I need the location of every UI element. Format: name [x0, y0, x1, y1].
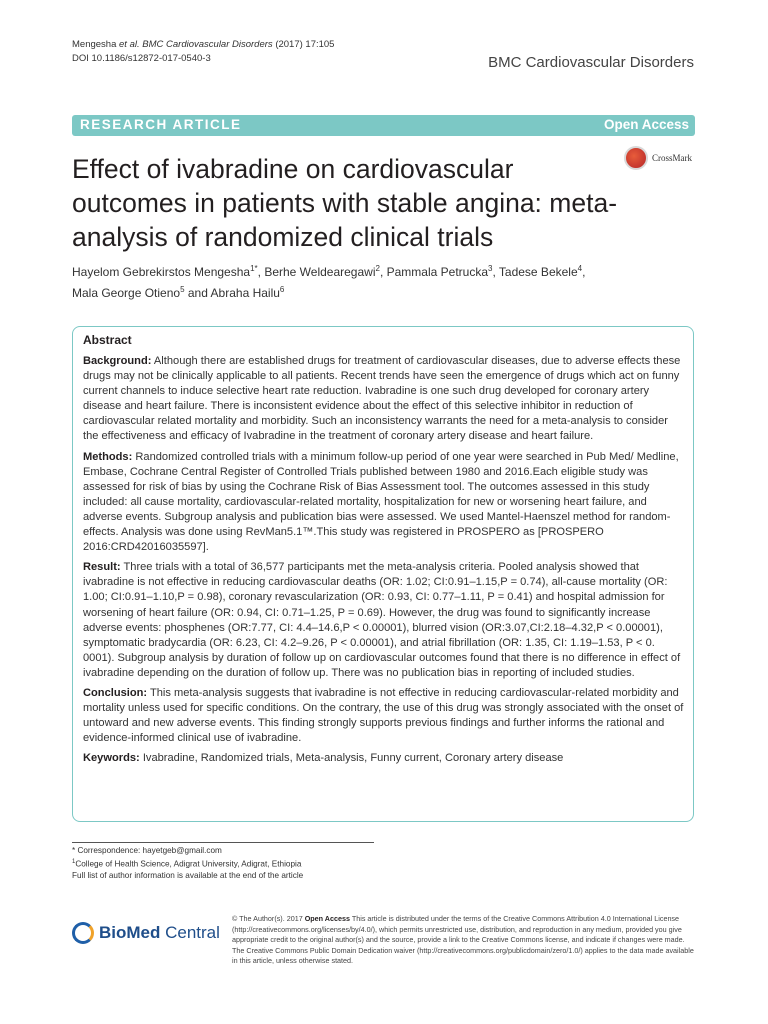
publisher-name-bold: BioMed	[99, 923, 161, 942]
doi[interactable]: DOI 10.1186/s12872-017-0540-3	[72, 53, 211, 64]
section-label: Result:	[83, 561, 121, 574]
affiliation-marker: 1	[72, 858, 76, 865]
section-label: Keywords:	[83, 752, 140, 765]
publisher-name	[99, 923, 220, 943]
license-statement	[232, 914, 694, 967]
author-list: Hayelom Gebrekirstos Mengesha$^{1*}$, Berhe Weldearegawi$^2$, Pammala Petrucka$^3$, Tadese Bekele$^4$, Mala George Otieno$^5$ and Abraha Hailu$^6$	[72, 264, 586, 300]
author-affiliation-marker: 6	[279, 285, 285, 294]
author-name: Tadese Bekele	[498, 265, 578, 279]
abstract-conclusion	[83, 686, 685, 746]
author-name: Hayelom Gebrekirstos Mengesha	[72, 265, 251, 279]
publisher-name-rest: Central	[160, 923, 220, 942]
abstract-heading: Abstract	[83, 333, 132, 347]
author-affiliation-marker: 1*	[250, 264, 258, 273]
citation-authors: Mengesha	[72, 39, 117, 50]
affiliation-text: College of Health Science, Adigrat University, Adigrat, Ethiopia	[75, 859, 302, 869]
abstract-result	[83, 560, 685, 681]
author-name: Berhe Weldearegawi	[264, 265, 376, 279]
author-affiliation-marker: 5	[180, 285, 185, 294]
biomed-central-logo[interactable]	[72, 920, 222, 950]
section-text: Three trials with a total of 36,577 participants met the meta-analysis criteria. Pooled analysis showed that ivabradine is not effective in reducing cardiovascular deaths (OR: 1.02; CI:0.91–1.15,P = 0.74), all-cause mortality (OR: 1.00; CI:0.91–1.10,P = 0.98), coronary revascularization (OR: 0.93, CI: 0.77–1.11, P = 0.41) and hospital admission for worsening of heart failure (OR: 0.94, CI: 0.71–1.25, P = 0.69). However, the drug was found to significantly increase adverse events: phosphenes (OR:7.77, CI: 4.4–14.6,P < 0.00001), blurred vision (OR:3.07,CI:2.18–4.32,P < 0.00001), symptomatic bradycardia (OR: 6.23, CI: 4.2–9.26, P < 0.00001), and atrial fibrillation (OR: 1.35, CI: 1.19–1.53, P < 0. 0001). Subgroup analysis by duration of follow up on cardiovascular outcomes found that there is no difference in effect of ivabradine depending on the duration of follow up. There was no publication bias in reporting of included studies.	[83, 561, 681, 679]
journal-name: BMC Cardiovascular Disorders	[488, 54, 694, 71]
article-title: Effect of ivabradine on cardiovascular outcomes in patients with stable angina: meta-analysis of randomized clinical trials	[72, 154, 618, 252]
full-list-note: Full list of author information is available at the end of the article	[72, 870, 304, 880]
license-text: This article is distributed under the terms of the Creative Commons Attribution 4.0 International License (http://creativecommons.org/licenses/by/4.0/), which permits unrestricted use, distribution, and reproduction in any medium, provided you give appropriate credit to the original author(s) and the source, provide a link to the Creative Commons license, and indicate if changes were made. The Creative Commons Public Domain Dedication waiver (http://creativecommons.org/publicdomain/zero/1.0/) applies to the data made available in this article, unless otherwise stated.	[232, 914, 694, 965]
author-affiliation-marker: 3	[488, 264, 493, 273]
abstract-body	[83, 354, 685, 771]
section-label: Background:	[83, 355, 152, 367]
citation-year-volume: (2017) 17:105	[275, 39, 335, 50]
license-prefix: © The Author(s). 2017	[232, 914, 305, 923]
crossmark-badge[interactable]	[624, 146, 700, 174]
author-name: Abraha Hailu	[210, 286, 280, 300]
correspondence-email[interactable]: * Correspondence: hayetgeb@gmail.com	[72, 846, 222, 855]
license-open-access: Open Access	[304, 914, 350, 923]
author-affiliation-marker: 2	[375, 264, 380, 273]
footnotes	[72, 845, 303, 881]
abstract-methods	[83, 450, 685, 556]
open-access-label: Open Access	[603, 117, 689, 132]
article-type-banner	[72, 115, 695, 136]
citation-header	[72, 38, 334, 66]
section-text: Although there are established drugs for treatment of cardiovascular diseases, due to adverse effects these drugs may not be clinically applicable to all patients. Recent trends have seen the emergence of drugs which act on funny current channels to induce selective heart rate reduction. Ivabradine is one such drug developed for coronary artery disease and heart failure. There is inconsistent evidence about the effect of this selective inhibitor in reduction of cardiovascular related mortality and morbidity. Such an inconsistency warrants the need for a meta-analysis to consider the effectiveness and efficacy of Ivabradine in the treatment of coronary artery disease and heart failure.	[83, 355, 681, 443]
citation-etal: et al.	[119, 39, 140, 50]
section-text: Ivabradine, Randomized trials, Meta-analysis, Funny current, Coronary artery disease	[142, 752, 564, 765]
section-text: This meta-analysis suggests that ivabradine is not effective in reducing cardiovascular-related morbidity and mortality unless used for specific conditions. On the contrary, the use of this drug was strongly associated with the onset of untoward and new adverse events. This finding strongly supports previous findings and further informs the rational and evidence-informed clinical use of ivabradine.	[83, 686, 684, 745]
section-label: Conclusion:	[83, 686, 148, 699]
biomed-central-logo-icon	[72, 922, 94, 944]
citation-journal: BMC Cardiovascular Disorders	[142, 39, 273, 50]
article-type-label: RESEARCH ARTICLE	[80, 117, 242, 132]
abstract-box	[72, 326, 694, 822]
section-text: Randomized controlled trials with a minimum follow-up period of one year were searched in Pub Med/ Medline, Embase, Cochrane Central Register of Controlled Trials published between 1980 and 2016.Each eligible study was assessed for risk of bias by using the Cochrane Risk of Bias Assessment tool. The outcomes assessed in this study included: all cause mortality, cardiovascular-related mortality, hospitalization for new or worsening heart failure, and adverse events. Subgroup analysis and publication bias were assessed. We used Mantel-Haenszel method for random-effects. Analysis was done using RevMan5.1™.This study was registered in PROSPERO as [PROSPERO 2016:CRD42016035597].	[83, 450, 679, 554]
footnote-divider	[72, 842, 374, 843]
author-name: Mala George Otieno	[72, 286, 181, 300]
author-affiliation-marker: 4	[577, 264, 583, 273]
crossmark-label: CrossMark	[652, 153, 692, 163]
author-name: Pammala Petrucka	[386, 265, 488, 279]
section-label: Methods:	[83, 450, 133, 463]
abstract-keywords	[83, 751, 685, 766]
affiliation-footnote	[72, 857, 303, 870]
abstract-background	[83, 354, 685, 445]
